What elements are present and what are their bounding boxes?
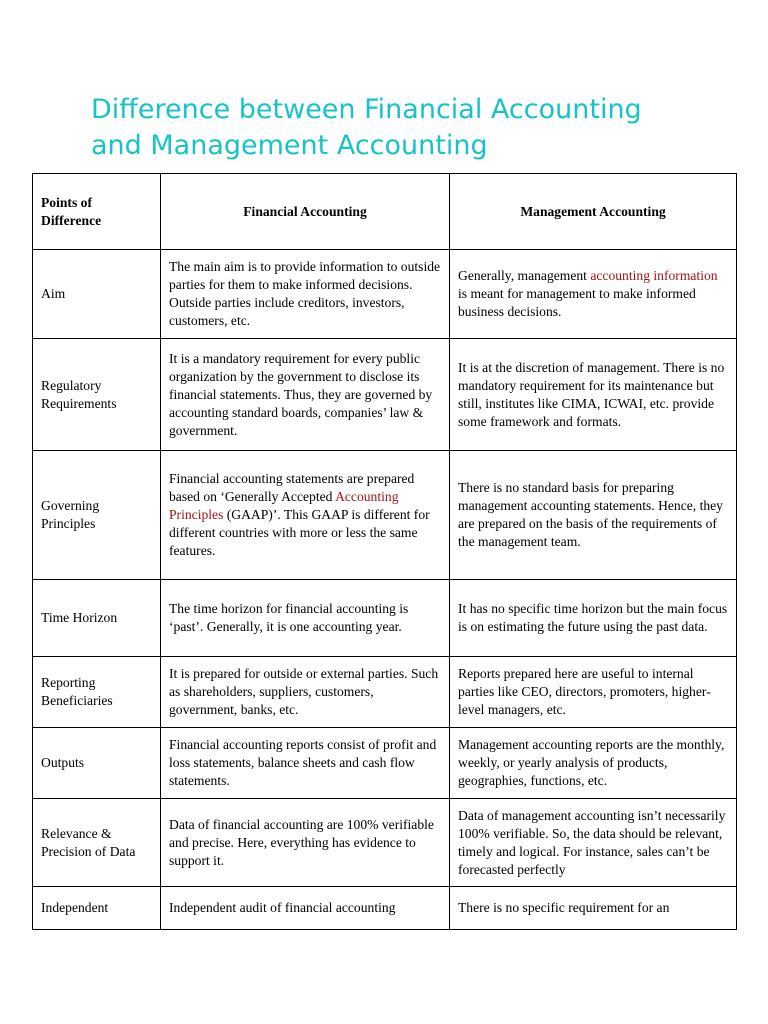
table-row-reporting (33, 657, 737, 728)
management-aim-text-start: Generally, management (458, 268, 591, 283)
management-aim-text-end: is meant for management to make informed business decisions. (458, 286, 696, 319)
financial-cell-independent: Independent audit of financial accounting (161, 887, 450, 930)
management-cell-relevance: Data of management accounting isn’t necessarily 100% verifiable. So, the data should be relevant, timely and logical. For instance, sales can’t be forecasted perfectly (450, 799, 737, 887)
financial-governing-text-end: (GAAP)’. This GAAP is different for different countries with more or less the same features. (169, 507, 430, 558)
financial-governing-text-start: Financial accounting statements are prepared based on ‘Generally Accepted (169, 471, 415, 504)
row-label-governing: Governing Principles (33, 451, 161, 580)
financial-cell-governing (161, 451, 450, 580)
financial-cell-relevance: Data of financial accounting are 100% verifiable and precise. Here, everything has evidence to support it. (161, 799, 450, 887)
management-cell-regulatory: It is at the discretion of management. There is no mandatory requirement for its maintenance but still, institutes like CIMA, ICWAI, etc. provide some framework and formats. (450, 339, 737, 451)
accounting-information-link[interactable]: accounting information (590, 268, 718, 283)
row-label-aim: Aim (33, 250, 161, 339)
financial-cell-regulatory: It is a mandatory requirement for every public organization by the government to disclose its financial statements. Thus, they are governed by accounting standard boards, companies’ law & government. (161, 339, 450, 451)
header-financial-accounting: Financial Accounting (161, 174, 450, 250)
financial-cell-aim: The main aim is to provide information to outside parties for them to make informed decisions. Outside parties include creditors, investors, customers, etc. (161, 250, 450, 339)
row-label-reporting: Reporting Beneficiaries (33, 657, 161, 728)
table-header-row (33, 174, 737, 250)
financial-cell-outputs: Financial accounting reports consist of profit and loss statements, balance sheets and cash flow statements. (161, 728, 450, 799)
management-cell-outputs: Management accounting reports are the monthly, weekly, or yearly analysis of products, geographies, functions, etc. (450, 728, 737, 799)
title-line-2: and Management Accounting (91, 130, 488, 161)
financial-cell-reporting: It is prepared for outside or external parties. Such as shareholders, suppliers, customers, government, banks, etc. (161, 657, 450, 728)
table-row-time-horizon (33, 580, 737, 657)
table-row-independent (33, 887, 737, 930)
management-cell-aim (450, 250, 737, 339)
table-row-relevance (33, 799, 737, 887)
row-label-outputs: Outputs (33, 728, 161, 799)
management-cell-time-horizon: It has no specific time horizon but the main focus is on estimating the future using the past data. (450, 580, 737, 657)
row-label-relevance: Relevance & Precision of Data (33, 799, 161, 887)
management-cell-independent: There is no specific requirement for an (450, 887, 737, 930)
management-cell-governing: There is no standard basis for preparing management accounting statements. Hence, they are prepared on the basis of the requirements of the management team. (450, 451, 737, 580)
header-points-of-difference: Points of Difference (33, 174, 161, 250)
row-label-independent: Independent (33, 887, 161, 930)
accounting-principles-link[interactable]: Accounting Principles (169, 489, 399, 522)
page-title (91, 92, 731, 164)
table-row-outputs (33, 728, 737, 799)
header-management-accounting: Management Accounting (450, 174, 737, 250)
comparison-table (32, 173, 737, 930)
table-row-governing (33, 451, 737, 580)
financial-cell-time-horizon: The time horizon for financial accounting is ‘past’. Generally, it is one accounting year. (161, 580, 450, 657)
row-label-regulatory: Regulatory Requirements (33, 339, 161, 451)
table-row-aim (33, 250, 737, 339)
management-cell-reporting: Reports prepared here are useful to internal parties like CEO, directors, promoters, higher-level managers, etc. (450, 657, 737, 728)
table-row-regulatory (33, 339, 737, 451)
row-label-time-horizon: Time Horizon (33, 580, 161, 657)
title-line-1: Difference between Financial Accounting (91, 94, 642, 125)
